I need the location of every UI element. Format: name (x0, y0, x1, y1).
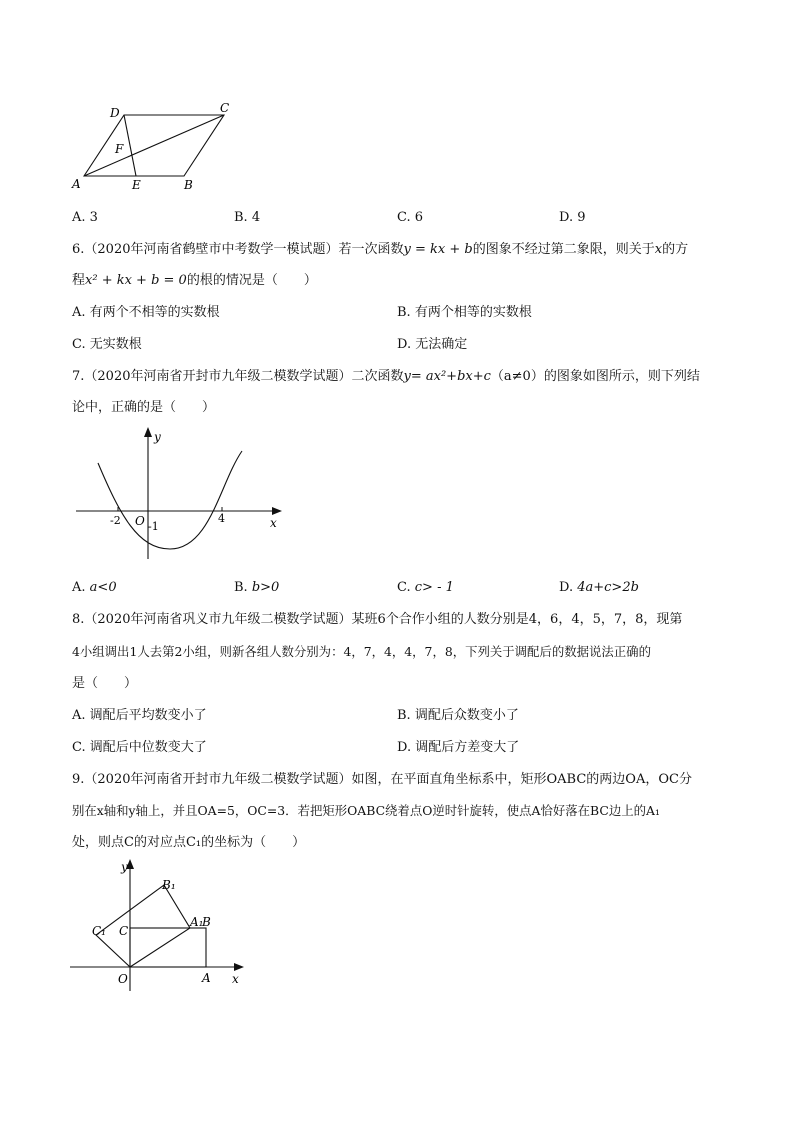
q8-stem-line3 (72, 675, 137, 693)
option-letter: D. (397, 337, 412, 352)
q7-option-c[interactable] (397, 579, 454, 597)
q8-stem-line1 (72, 611, 682, 629)
option-text: 调配后方差变大了 (415, 740, 520, 755)
math-function: y = kx + b (403, 242, 473, 257)
q5-option-c[interactable] (397, 209, 423, 227)
stem-text: 是（ ） (72, 676, 138, 691)
label-A: A (72, 177, 81, 191)
label-F: F (115, 142, 124, 156)
stem-text: 别在x轴和y轴上，并且OA=5，OC=3．若把矩形OABC绕着点O逆时针旋转，使点A恰好落在BC边上的A₁ (72, 803, 660, 818)
stem-text: 论中，正确的是（ ） (72, 400, 216, 415)
q9-stem-line2 (72, 802, 660, 820)
question-source: （2020年河南省开封市九年级二模数学试题） (84, 369, 352, 384)
q7-stem-line2 (72, 399, 215, 417)
stem-text: 的方 (662, 242, 689, 257)
label-B: B (184, 178, 193, 192)
option-letter: B. (234, 580, 248, 595)
option-text: 调配后平均数变小了 (89, 708, 207, 723)
x-axis-label: x (232, 972, 239, 986)
q8-option-c[interactable] (72, 739, 207, 757)
option-text: 4 (251, 210, 261, 225)
y-axis-label: y (121, 860, 128, 874)
math-variable: x (654, 242, 663, 257)
parabola-graph (70, 423, 290, 563)
q6-option-c[interactable] (72, 336, 142, 354)
label-A1: A₁ (190, 915, 204, 929)
option-letter: A. (72, 210, 86, 225)
math-equation: x² + kx + b = 0 (85, 273, 187, 288)
question-number: 9. (72, 772, 85, 787)
option-letter: C. (397, 210, 411, 225)
option-text: 调配后中位数变大了 (89, 740, 207, 755)
question-number: 7. (72, 369, 85, 384)
label-B1: B₁ (162, 878, 176, 892)
q8-option-d[interactable] (397, 739, 519, 757)
question-source: （2020年河南省开封市九年级二模数学试题） (84, 772, 352, 787)
q6-stem-line2 (72, 272, 317, 290)
q6-stem-line1 (72, 241, 688, 259)
stem-text: 程 (72, 273, 86, 288)
stem-text: 某班6个合作小组的人数分别是4，6，4，5，7，8，现第 (351, 612, 683, 627)
question-number: 8. (72, 612, 85, 627)
option-letter: C. (72, 740, 86, 755)
math-function: y= ax²+bx+c (403, 369, 491, 384)
math-condition: （a≠0） (490, 369, 544, 384)
q5-option-a[interactable] (72, 209, 98, 227)
stem-text: 二次函数 (351, 369, 404, 384)
stem-text: 处，则点C的对应点C₁的坐标为（ ） (72, 835, 306, 850)
option-text: 有两个不相等的实数根 (89, 305, 220, 320)
stem-text: 若一次函数 (338, 242, 404, 257)
q7-option-d[interactable] (559, 579, 639, 597)
q8-stem-line2 (72, 643, 651, 661)
stem-text: 的根的情况是（ ） (186, 273, 317, 288)
origin-label: O (118, 972, 128, 986)
rotated-rectangle-figure (66, 855, 256, 995)
option-letter: A. (72, 305, 86, 320)
label-C: C (119, 924, 129, 938)
label-A: A (202, 971, 211, 985)
label-B: B (202, 915, 211, 929)
q5-option-d[interactable] (559, 209, 586, 227)
option-letter: C. (397, 580, 411, 595)
option-letter: A. (72, 708, 86, 723)
option-text: 4a+c>2b (577, 580, 639, 595)
q5-option-b[interactable] (234, 209, 260, 227)
option-text: 无实数根 (89, 337, 142, 352)
stem-text: 如图，在平面直角坐标系中，矩形OABC的两边OA，OC分 (351, 772, 692, 787)
q8-option-b[interactable] (397, 707, 519, 725)
option-letter: A. (72, 580, 86, 595)
tick-label-neg1: -1 (148, 520, 159, 533)
option-letter: C. (72, 337, 86, 352)
x-axis-label: x (270, 516, 277, 530)
tick-label-neg2: -2 (110, 514, 121, 527)
option-letter: B. (397, 708, 411, 723)
option-letter: D. (559, 210, 574, 225)
label-C: C (220, 101, 230, 115)
q7-stem-line1 (72, 368, 700, 386)
parallelogram-figure (60, 95, 240, 195)
q7-option-b[interactable] (234, 579, 279, 597)
y-axis-label: y (154, 430, 161, 444)
tick-label-4: 4 (218, 512, 225, 525)
option-letter: D. (559, 580, 574, 595)
label-D: D (110, 106, 120, 120)
stem-text: 的图象如图所示，则下列结 (543, 369, 700, 384)
option-text: 9 (577, 210, 586, 225)
option-text: 无法确定 (415, 337, 468, 352)
stem-text: 的图象不经过第二象限，则关于 (472, 242, 655, 257)
q6-option-d[interactable] (397, 336, 467, 354)
q6-option-a[interactable] (72, 304, 220, 322)
label-C1: C₁ (92, 924, 106, 938)
option-text: 有两个相等的实数根 (414, 305, 532, 320)
option-text: a<0 (89, 580, 117, 595)
origin-label: O (135, 514, 145, 528)
question-source: （2020年河南省巩义市九年级二模数学试题） (84, 612, 352, 627)
label-E: E (132, 178, 141, 192)
option-letter: B. (397, 305, 411, 320)
q7-option-a[interactable] (72, 579, 117, 597)
question-number: 6. (72, 242, 85, 257)
q6-option-b[interactable] (397, 304, 532, 322)
option-text: b>0 (251, 580, 280, 595)
option-text: c> - 1 (414, 580, 454, 595)
option-text: 3 (89, 210, 98, 225)
option-text: 6 (414, 210, 424, 225)
q9-stem-line1 (72, 771, 692, 789)
option-letter: B. (234, 210, 248, 225)
q9-stem-line3 (72, 834, 305, 852)
option-letter: D. (397, 740, 412, 755)
option-text: 调配后众数变小了 (414, 708, 519, 723)
q8-option-a[interactable] (72, 707, 207, 725)
stem-text: 4小组调出1人去第2小组，则新各组人数分别为：4，7，4，4，7，8，下列关于调配后的数据说法正确的 (72, 644, 651, 659)
question-source: （2020年河南省鹤壁市中考数学一模试题） (84, 242, 339, 257)
